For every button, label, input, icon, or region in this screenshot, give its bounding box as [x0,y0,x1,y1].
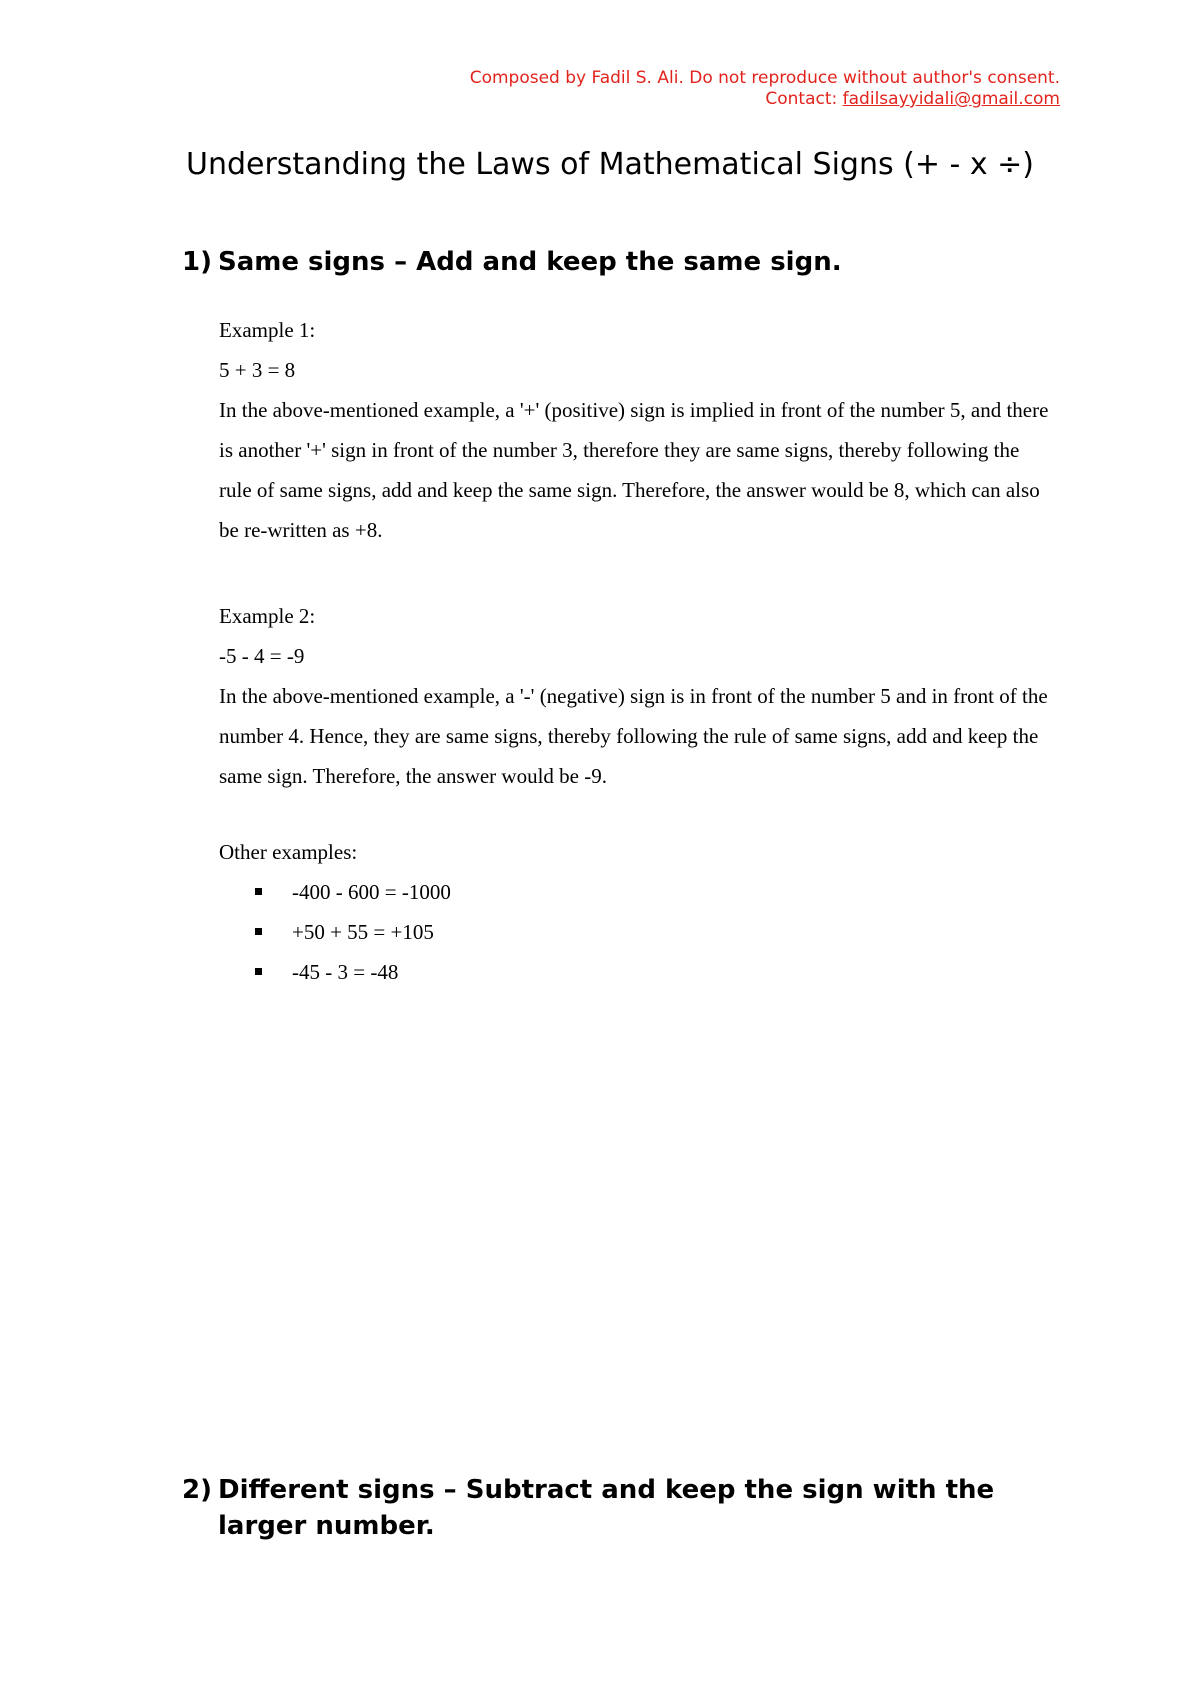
section-heading-text: Different signs – Subtract and keep the sign with the larger number. [218,1475,995,1541]
example-label: Example 2: [219,604,316,628]
document-title: Understanding the Laws of Mathematical Signs (+ - x ÷) [185,147,1034,182]
other-examples-block [219,832,1049,992]
example-equation: 5 + 3 = 8 [219,358,296,382]
square-bullet-icon [255,968,262,975]
contact-label: Contact: [765,89,843,109]
example-2-block [219,596,1049,796]
list-item [219,952,1049,992]
list-item [219,912,1049,952]
list-item [219,872,1049,912]
copyright-line: Composed by Fadil S. Ali. Do not reproduce without author's consent. [469,68,1060,88]
section-heading-different-signs [182,1472,1062,1544]
example-equation: -5 - 4 = -9 [219,644,305,668]
other-examples-label: Other examples: [219,840,358,864]
example-explanation: In the above-mentioned example, a '-' (negative) sign is in front of the number 5 and in front of the number 4. Hence, they are same signs, thereby following the rule of same signs, add and keep the same sign. Therefore, the answer would be -9. [219,684,1048,788]
contact-line [470,89,1060,110]
list-item-text: -45 - 3 = -48 [292,960,399,984]
contact-email-link[interactable]: fadilsayyidali@gmail.com [842,89,1060,109]
section-heading-same-signs [182,244,1082,280]
example-explanation: In the above-mentioned example, a '+' (positive) sign is implied in front of the number 5, and there is another '+' sign in front of the number 3, therefore they are same signs, thereby following the rule of same signs, add and keep the same sign. Therefore, the answer would be 8, which can also be re-written as +8. [219,398,1049,542]
square-bullet-icon [255,928,262,935]
list-item-text: -400 - 600 = -1000 [292,880,451,904]
square-bullet-icon [255,888,262,895]
section-number: 1) [182,247,212,277]
example-1-block [219,310,1049,550]
example-label: Example 1: [219,318,316,342]
other-examples-list [219,872,1049,992]
copyright-notice [470,68,1060,110]
section-number: 2) [182,1475,212,1505]
section-heading-text: Same signs – Add and keep the same sign. [218,247,842,277]
list-item-text: +50 + 55 = +105 [292,920,434,944]
